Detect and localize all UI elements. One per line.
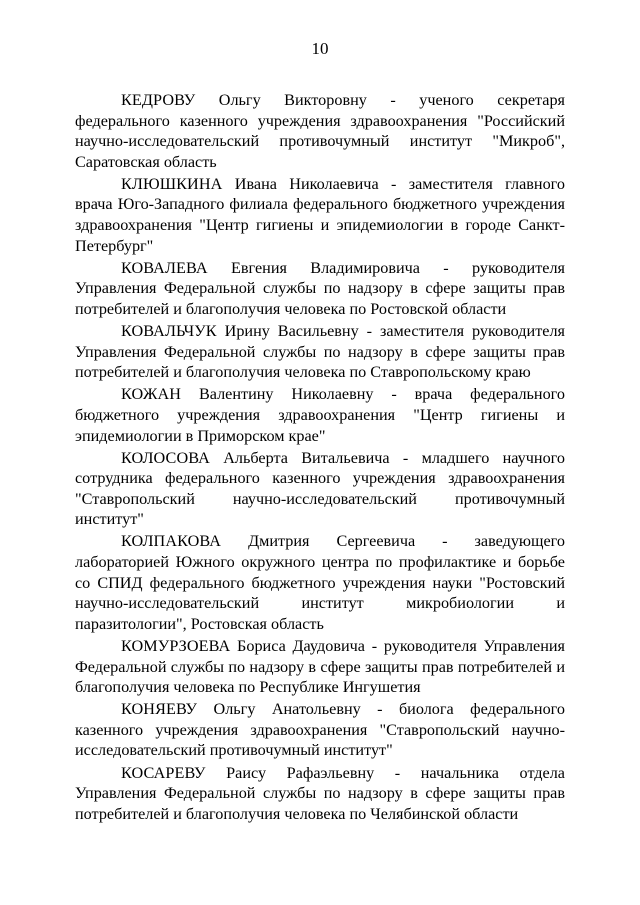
award-list: [75, 90, 565, 826]
entry-text: Евгения Владимировича - руководителя Управления Федеральной службы по надзору в сфере защиты прав потребителей и благополучия человека по Ростовской области: [75, 258, 565, 318]
list-item: [75, 448, 565, 530]
list-item: [75, 384, 565, 446]
list-item: [75, 531, 565, 634]
entry-text: Ивана Николаевича - заместителя главного врача Юго-Западного филиала федерального бюджетного учреждения здравоохранения "Центр гигиены и эпидемиологии в городе Санкт-Петербург": [75, 174, 565, 255]
entry-text: Валентину Николаевну - врача федерального бюджетного учреждения здравоохранения "Центр гигиены и эпидемиологии в Приморском крае": [75, 385, 565, 445]
list-item: [75, 174, 565, 256]
entry-surname: КОВАЛЬЧУК: [121, 322, 217, 341]
entry-text: Ольгу Анатольевну - биолога федерального казенного учреждения здравоохранения "Ставропольский научно-исследовательский противочумный институт": [75, 700, 565, 760]
entry-text: Дмитрия Сергеевича - заведующего лабораторией Южного окружного центра по профилактике и борьбе со СПИД федерального бюджетного учреждения науки "Ростовский научно-исследовательский институт микробиологии и паразитологии", Ростовская область: [75, 532, 565, 633]
list-item: [75, 636, 565, 698]
list-item: [75, 90, 565, 172]
list-item: [75, 258, 565, 320]
entry-surname: КЕДРОВУ: [121, 91, 196, 109]
entry-surname: КОВАЛЕВА: [121, 258, 208, 277]
entry-surname: КОЛОСОВА: [121, 448, 210, 467]
list-item: [75, 699, 565, 761]
entry-text: Ольгу Викторовну - ученого секретаря федерального казенного учреждения здравоохранения "Российский научно-исследовательский противочумный институт "Микроб", Саратовская область: [75, 91, 565, 171]
entry-surname: КОЛПАКОВА: [121, 532, 222, 551]
entry-surname: КОНЯЕВУ: [121, 700, 198, 719]
entry-surname: КОЖАН: [121, 385, 182, 404]
list-item: [75, 763, 565, 825]
page-number: 10: [311, 39, 329, 58]
entry-text: Ирину Васильевну - заместителя руководителя Управления Федеральной службы по надзору в сфере защиты прав потребителей и благополучия человека по Ставропольскому краю: [75, 322, 565, 382]
entry-text: Бориса Даудовича - руководителя Управления Федеральной службы по надзору в сфере защиты прав потребителей и благополучия человека по Республике Ингушетия: [75, 636, 565, 697]
entry-surname: КОСАРЕВУ: [121, 763, 206, 782]
entry-text: Альберта Витальевича - младшего научного сотрудника федерального казенного учреждения здравоохранения "Ставропольский научно-исследовательский противочумный институт": [75, 448, 565, 529]
list-item: [75, 321, 565, 383]
entry-surname: КЛЮШКИНА: [121, 174, 223, 193]
entry-surname: КОМУРЗОЕВА: [121, 636, 231, 655]
entry-text: Раису Рафаэльевну - начальника отдела Управления Федеральной службы по надзору в сфере защиты прав потребителей и благополучия человека по Челябинской области: [75, 763, 565, 823]
